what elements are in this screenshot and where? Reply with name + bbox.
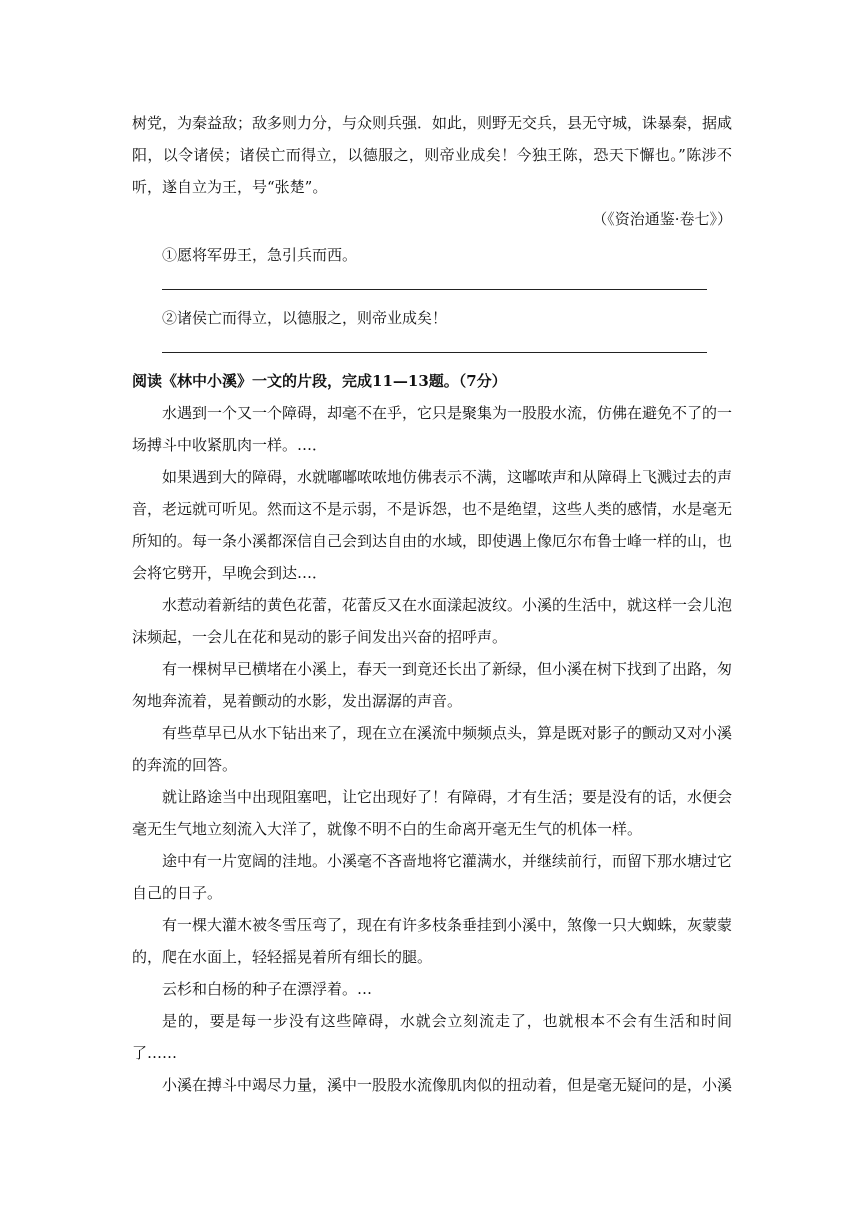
paragraph: 有一棵树早已横堵在小溪上，春天一到竟还长出了新绿，但小溪在树下找到了出路，匆匆地奔流着，晃着颤动的水影，发出潺潺的声音。 [132,660,733,710]
question-2: ②诸侯亡而得立，以德服之，则帝业成矣！ [162,309,448,327]
paragraph: 有些草早已从水下钻出来了，现在立在溪流中频频点头，算是既对影子的颤动又对小溪的奔流的回答。 [132,724,733,774]
answer-line-2[interactable] [162,352,707,353]
source-citation: （《资治通鉴·卷七》） [592,210,732,228]
paragraph: 有一棵大灌木被冬雪压弯了，现在有许多枝条垂挂到小溪中，煞像一只大蜘蛛，灰蒙蒙的，爬在水面上，轻轻摇晃着所有细长的腿。 [132,916,733,966]
paragraph: 如果遇到大的障碍，水就嘟嘟哝哝地仿佛表示不满，这嘟哝声和从障碍上飞溅过去的声音，老远就可听见。然而这不是示弱，不是诉怨，也不是绝望，这些人类的感情，水是毫无所知的。每一条小溪都深信自己会到达自由的水域，即使遇上像厄尔布鲁士峰一样的山，也会将它劈开，早晚会到达…． [132,468,733,582]
paragraph: 小溪在搏斗中竭尽力量，溪中一股股水流像肌肉似的扭动着，但是毫无疑问的是，小溪 [162,1076,733,1094]
paragraph: 水惹动着新结的黄色花蕾，花蕾反又在水面漾起波纹。小溪的生活中，就这样一会儿泡沫频起，一会儿在花和晃动的影子间发出兴奋的招呼声。 [132,596,733,646]
paragraph: 水遇到一个又一个障碍，却毫不在乎，它只是聚集为一股股水流，仿佛在避免不了的一场搏斗中收紧肌肉一样。…． [132,404,733,454]
question-1: ①愿将军毋王，急引兵而西。 [162,246,358,264]
paragraph: 是的，要是每一步没有这些障碍，水就会立刻流走了，也就根本不会有生活和时间了…… [132,1012,732,1062]
paragraph: 途中有一片宽阔的洼地。小溪毫不吝啬地将它灌满水，并继续前行，而留下那水塘过它自己的日子。 [132,852,733,902]
document-content [132,107,732,1101]
paragraph: 就让路途当中出现阻塞吧，让它出现好了！有障碍，才有生活；要是没有的话，水便会毫无生气地立刻流入大洋了，就像不明不白的生命离开毫无生气的机体一样。 [132,788,733,838]
paragraph: 云杉和白杨的种子在漂浮着。… [162,980,373,998]
answer-line-1[interactable] [162,289,707,290]
passage-tail: 树党，为秦益敌；敌多则力分，与众则兵强．如此，则野无交兵，县无守城，诛暴秦，据咸阳，以令诸侯；诸侯亡而得立，以德服之，则帝业成矣！今独王陈，恐天下懈也。”陈涉不听，遂自立为王，号“张楚”。 [132,114,733,196]
section-heading: 阅读《林中小溪》一文的片段，完成11—13题。（7分） [132,372,507,390]
